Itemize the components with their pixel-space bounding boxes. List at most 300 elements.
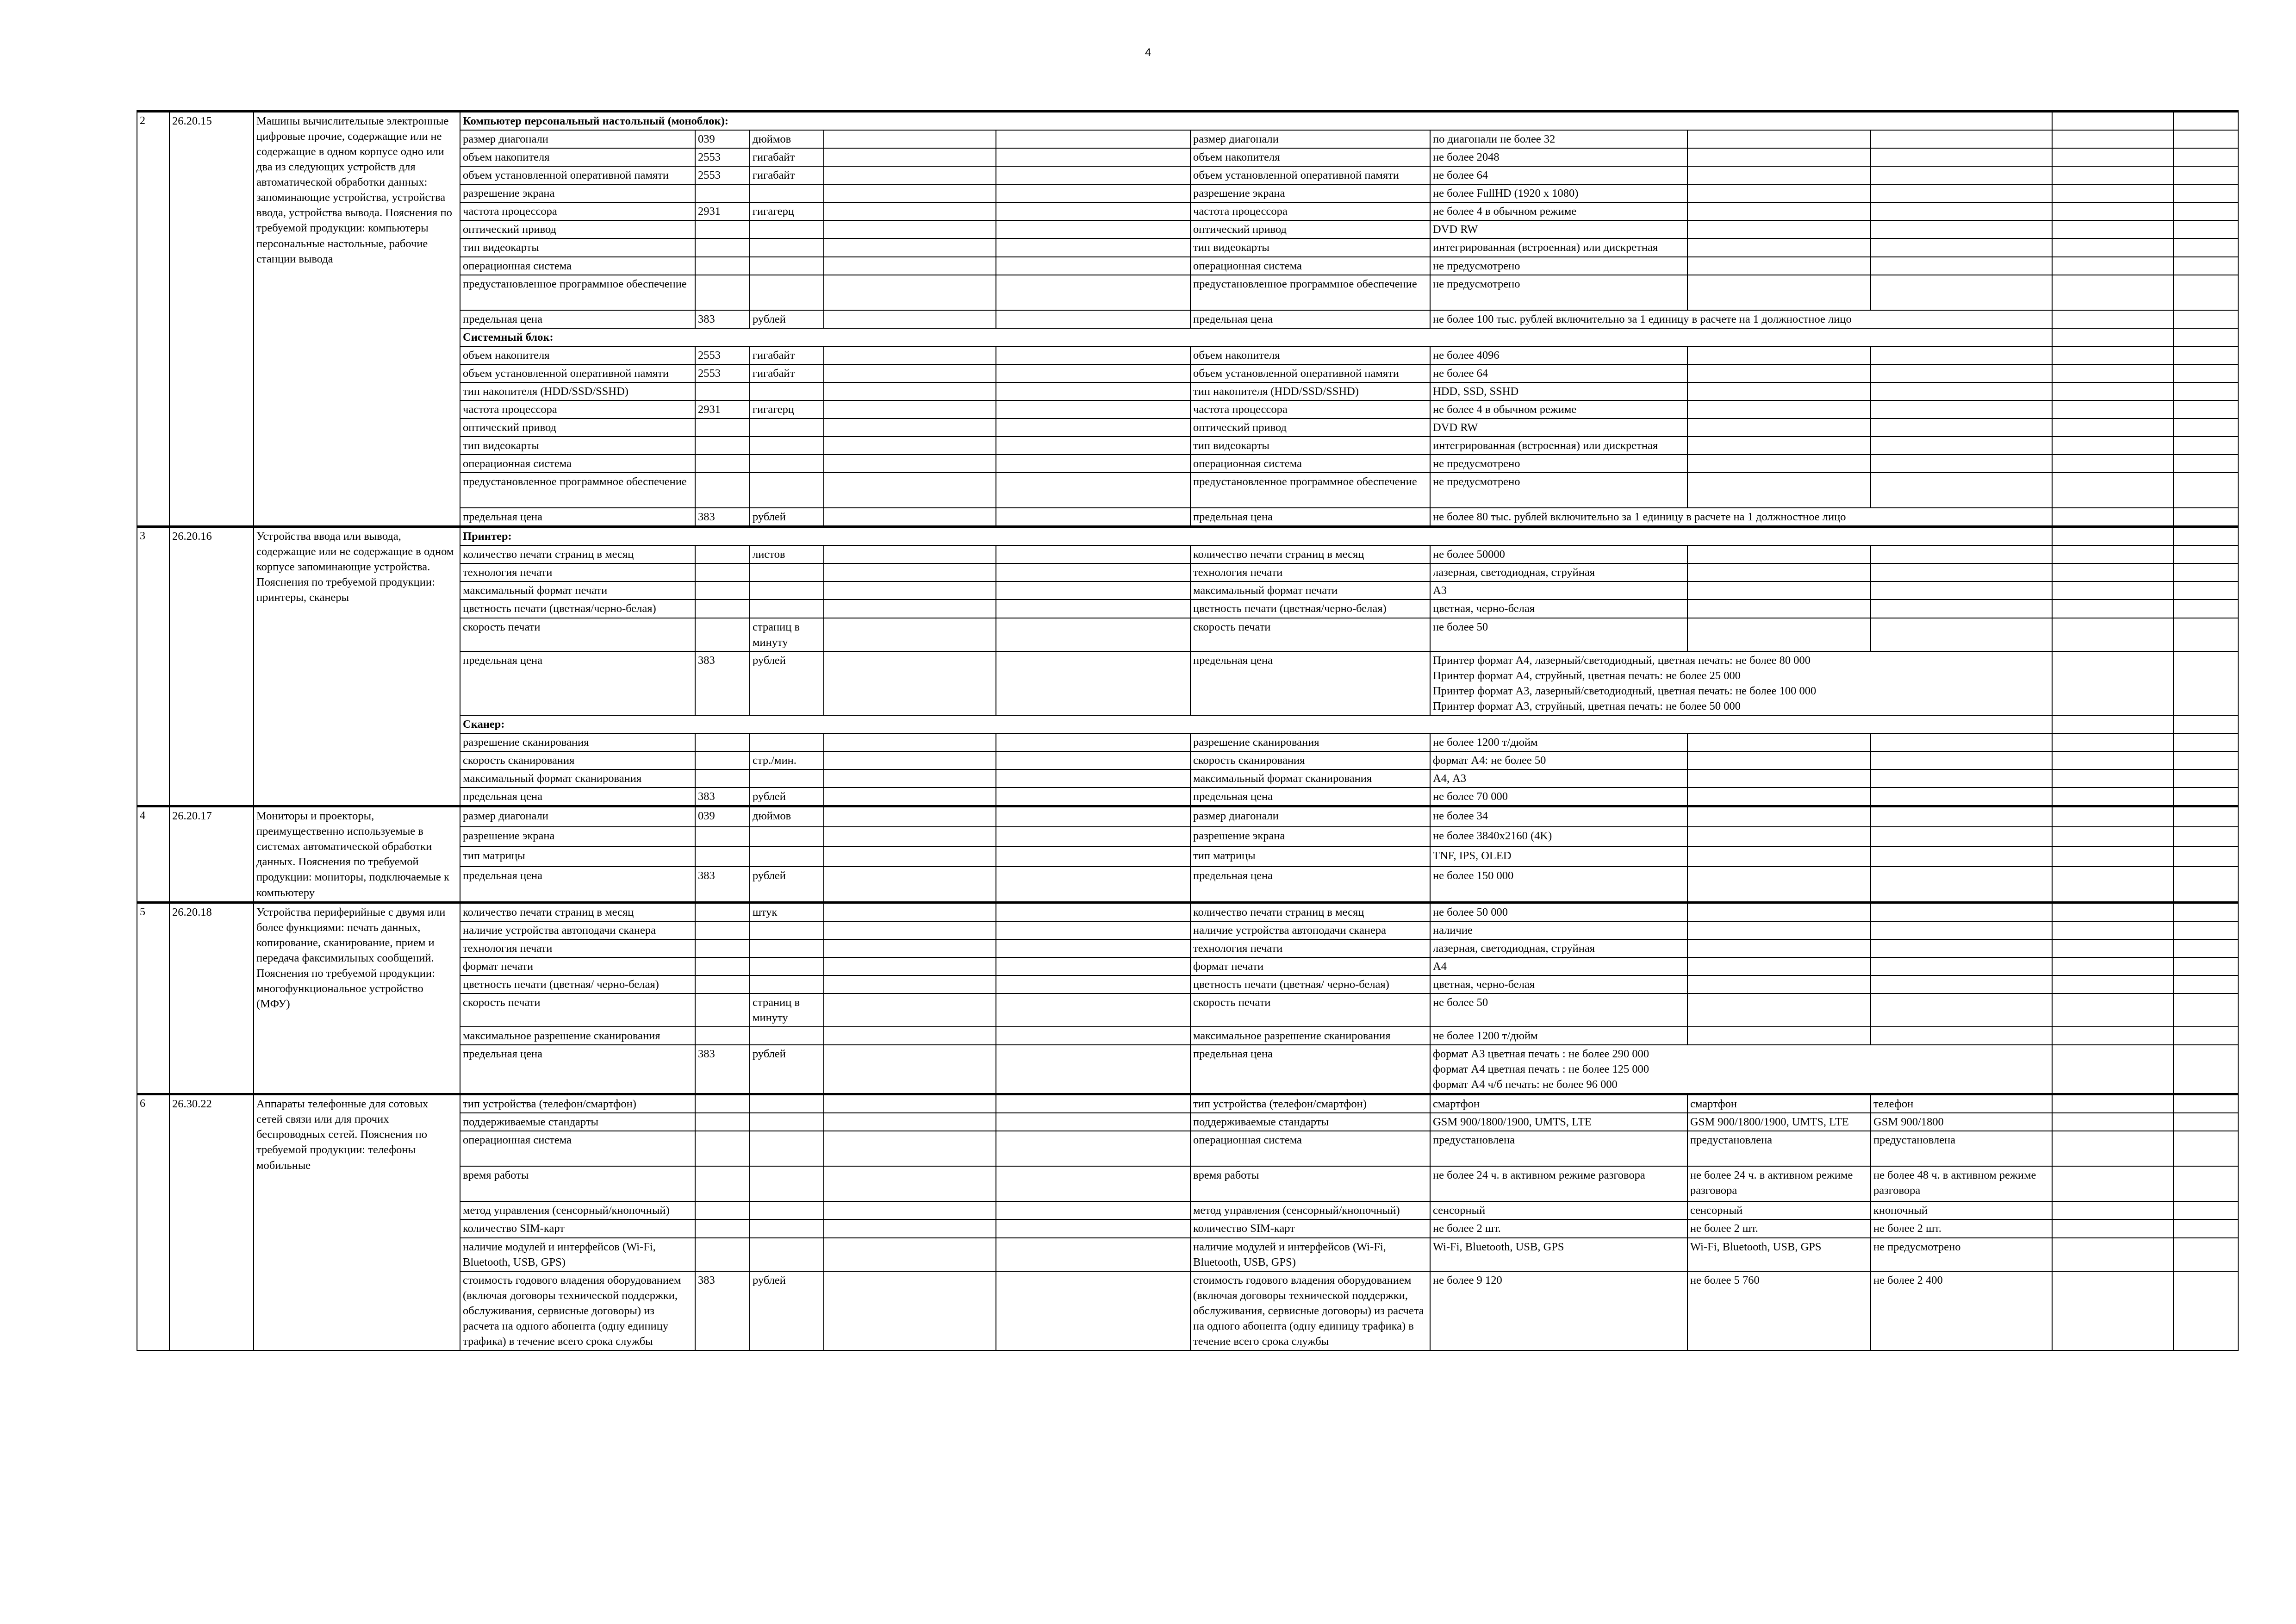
blank-cell <box>824 1238 996 1271</box>
blank-cell <box>2052 257 2173 275</box>
characteristic-name-2: наличие модулей и интерфейсов (Wi-Fi, Bluetooth, USB, GPS) <box>1190 1238 1430 1271</box>
okei-code: 383 <box>695 1045 750 1094</box>
characteristic-name: предустановленное программное обеспечение <box>460 473 695 508</box>
characteristic-value-2 <box>1687 847 1871 867</box>
blank-cell <box>996 473 1190 508</box>
blank-cell <box>996 382 1190 400</box>
characteristic-value: наличие <box>1430 921 1687 939</box>
characteristic-value: не предусмотрено <box>1430 473 1687 508</box>
characteristic-name-2: цветность печати (цветная/ черно-белая) <box>1190 975 1430 993</box>
blank-cell <box>2052 1027 2173 1045</box>
characteristic-name: максимальный формат сканирования <box>460 769 695 787</box>
okei-code: 039 <box>695 806 750 827</box>
blank-cell <box>2052 346 2173 364</box>
characteristic-name: разрешение экрана <box>460 827 695 847</box>
unit-name <box>750 184 824 202</box>
blank-cell <box>2052 867 2173 903</box>
characteristic-value: Wi-Fi, Bluetooth, USB, GPS <box>1430 1238 1687 1271</box>
blank-cell <box>996 939 1190 957</box>
characteristic-value-2 <box>1687 418 1871 437</box>
blank-cell <box>824 733 996 751</box>
unit-name <box>750 1219 824 1237</box>
unit-name: рублей <box>750 867 824 903</box>
unit-name <box>750 563 824 581</box>
unit-name: рублей <box>750 651 824 715</box>
blank-cell <box>824 1201 996 1219</box>
characteristic-value-3 <box>1871 184 2052 202</box>
okei-code <box>695 1201 750 1219</box>
characteristic-name-2: метод управления (сенсорный/кнопочный) <box>1190 1201 1430 1219</box>
blank-cell <box>2052 902 2173 921</box>
characteristic-value: интегрированная (встроенная) или дискретная <box>1430 238 1687 256</box>
characteristic-value-2 <box>1687 130 1871 148</box>
characteristic-value-2: Wi-Fi, Bluetooth, USB, GPS <box>1687 1238 1871 1271</box>
okei-code: 383 <box>695 867 750 903</box>
characteristic-name-2: предельная цена <box>1190 310 1430 328</box>
characteristic-name: операционная система <box>460 257 695 275</box>
characteristic-value-2 <box>1687 751 1871 769</box>
unit-name <box>750 418 824 437</box>
characteristic-name: оптический привод <box>460 220 695 238</box>
blank-cell <box>824 806 996 827</box>
characteristic-value: А4 <box>1430 957 1687 975</box>
characteristic-value-3 <box>1871 400 2052 418</box>
section-header: Сканер: <box>460 715 2052 733</box>
characteristic-name: количество печати страниц в месяц <box>460 545 695 563</box>
blank-cell <box>2052 1219 2173 1237</box>
blank-cell <box>996 1045 1190 1094</box>
characteristic-value-2 <box>1687 827 1871 847</box>
blank-cell <box>824 382 996 400</box>
blank-cell <box>824 1045 996 1094</box>
blank-cell <box>2052 545 2173 563</box>
group-number: 5 <box>137 902 169 1094</box>
blank-cell <box>996 847 1190 867</box>
unit-name: штук <box>750 902 824 921</box>
unit-name <box>750 769 824 787</box>
okei-code <box>695 455 750 473</box>
okei-code <box>695 563 750 581</box>
blank-cell <box>2052 1131 2173 1166</box>
okei-code: 383 <box>695 1271 750 1350</box>
blank-cell <box>824 1027 996 1045</box>
characteristic-name: максимальный формат печати <box>460 581 695 600</box>
characteristic-value-2 <box>1687 437 1871 455</box>
characteristic-name-2: разрешение экрана <box>1190 184 1430 202</box>
okei-code <box>695 939 750 957</box>
blank-cell <box>2052 651 2173 715</box>
unit-name <box>750 581 824 600</box>
characteristic-value-3 <box>1871 847 2052 867</box>
characteristic-value-3: не более 2 шт. <box>1871 1219 2052 1237</box>
blank-cell <box>2173 310 2238 328</box>
characteristic-value: А4, А3 <box>1430 769 1687 787</box>
characteristic-name-2: операционная система <box>1190 455 1430 473</box>
okei-code <box>695 437 750 455</box>
blank-cell <box>2173 1238 2238 1271</box>
characteristic-name: объем установленной оперативной памяти <box>460 364 695 382</box>
characteristic-value: не более 64 <box>1430 166 1687 184</box>
blank-cell <box>996 867 1190 903</box>
unit-name <box>750 847 824 867</box>
blank-cell <box>2052 715 2173 733</box>
characteristic-value: не более 24 ч. в активном режиме разговора <box>1430 1166 1687 1201</box>
characteristic-name: тип устройства (телефон/смартфон) <box>460 1094 695 1113</box>
characteristic-name-2: размер диагонали <box>1190 806 1430 827</box>
characteristic-value-2 <box>1687 921 1871 939</box>
characteristic-value: смартфон <box>1430 1094 1687 1113</box>
blank-cell <box>824 130 996 148</box>
characteristic-value-3 <box>1871 545 2052 563</box>
blank-cell <box>2052 382 2173 400</box>
characteristic-value-2: смартфон <box>1687 1094 1871 1113</box>
blank-cell <box>996 238 1190 256</box>
characteristic-name-2: объем установленной оперативной памяти <box>1190 166 1430 184</box>
unit-name <box>750 455 824 473</box>
characteristic-value-3: не предусмотрено <box>1871 1238 2052 1271</box>
blank-cell <box>996 1201 1190 1219</box>
blank-cell <box>2173 184 2238 202</box>
characteristic-value-3 <box>1871 769 2052 787</box>
section-header-row <box>137 527 2238 546</box>
blank-cell <box>996 1271 1190 1350</box>
unit-name: гигабайт <box>750 364 824 382</box>
characteristic-name: объем накопителя <box>460 148 695 166</box>
group-code: 26.20.18 <box>169 902 254 1094</box>
unit-name <box>750 1201 824 1219</box>
blank-cell <box>2173 220 2238 238</box>
characteristic-value-3 <box>1871 130 2052 148</box>
blank-cell <box>2052 939 2173 957</box>
blank-cell <box>996 921 1190 939</box>
blank-cell <box>824 1131 996 1166</box>
characteristic-name: количество печати страниц в месяц <box>460 902 695 921</box>
blank-cell <box>2173 806 2238 827</box>
characteristic-value: по диагонали не более 32 <box>1430 130 1687 148</box>
characteristic-value-2 <box>1687 184 1871 202</box>
blank-cell <box>2052 806 2173 827</box>
characteristic-name: цветность печати (цветная/черно-белая) <box>460 600 695 618</box>
unit-name <box>750 238 824 256</box>
characteristic-value: не более 4 в обычном режиме <box>1430 202 1687 220</box>
blank-cell <box>996 1219 1190 1237</box>
blank-cell <box>2052 993 2173 1027</box>
unit-name <box>750 733 824 751</box>
blank-cell <box>2052 1094 2173 1113</box>
characteristic-value: не более 150 000 <box>1430 867 1687 903</box>
characteristic-name: частота процессора <box>460 400 695 418</box>
characteristic-value-3 <box>1871 600 2052 618</box>
characteristic-value: не более 80 тыс. рублей включительно за 1 единицу в расчете на 1 должностное лицо <box>1430 508 2052 527</box>
blank-cell <box>2052 400 2173 418</box>
characteristic-name-2: предельная цена <box>1190 651 1430 715</box>
characteristic-value-2: не более 24 ч. в активном режиме разговора <box>1687 1166 1871 1201</box>
characteristic-value-2 <box>1687 563 1871 581</box>
characteristic-value-2 <box>1687 166 1871 184</box>
unit-name <box>750 827 824 847</box>
characteristic-value: цветная, черно-белая <box>1430 975 1687 993</box>
characteristic-name-2: разрешение сканирования <box>1190 733 1430 751</box>
blank-cell <box>2052 581 2173 600</box>
blank-cell <box>2173 202 2238 220</box>
characteristic-value-3: предустановлена <box>1871 1131 2052 1166</box>
unit-name: рублей <box>750 1045 824 1094</box>
characteristic-value-3 <box>1871 867 2052 903</box>
characteristic-name: количество SIM-карт <box>460 1219 695 1237</box>
characteristic-name: операционная система <box>460 1131 695 1166</box>
blank-cell <box>2173 600 2238 618</box>
characteristic-value: не более 50 <box>1430 993 1687 1027</box>
unit-name <box>750 220 824 238</box>
group-code: 26.30.22 <box>169 1094 254 1350</box>
unit-name: стр./мин. <box>750 751 824 769</box>
characteristic-value-3 <box>1871 220 2052 238</box>
blank-cell <box>2173 581 2238 600</box>
blank-cell <box>2052 130 2173 148</box>
characteristic-name-2: предустановленное программное обеспечение <box>1190 275 1430 310</box>
unit-name <box>750 1131 824 1166</box>
blank-cell <box>2173 527 2238 546</box>
characteristic-name: предельная цена <box>460 787 695 806</box>
characteristic-value: не более 70 000 <box>1430 787 1687 806</box>
blank-cell <box>996 310 1190 328</box>
characteristic-name-2: максимальный формат печати <box>1190 581 1430 600</box>
okei-code <box>695 220 750 238</box>
characteristic-name-2: скорость печати <box>1190 993 1430 1027</box>
blank-cell <box>824 275 996 310</box>
blank-cell <box>824 827 996 847</box>
characteristic-name-2: количество печати страниц в месяц <box>1190 545 1430 563</box>
characteristic-value: не более 2 шт. <box>1430 1219 1687 1237</box>
blank-cell <box>2052 618 2173 651</box>
blank-cell <box>996 437 1190 455</box>
unit-name <box>750 275 824 310</box>
characteristic-value-3 <box>1871 1027 2052 1045</box>
characteristic-value-2 <box>1687 902 1871 921</box>
characteristic-name: предельная цена <box>460 1045 695 1094</box>
characteristic-name: максимальное разрешение сканирования <box>460 1027 695 1045</box>
characteristic-value: Принтер формат А4, лазерный/светодиодный, цветная печать: не более 80 000 Принтер формат А4, струйный, цветная печать: не более 25 000 Принтер формат А3, лазерный/светодиодный, цветная печать: не более 100 000 Принтер формат А3, струйный, цветная печать: не более 50 000 <box>1430 651 2052 715</box>
blank-cell <box>824 202 996 220</box>
blank-cell <box>996 581 1190 600</box>
characteristic-name: тип видеокарты <box>460 238 695 256</box>
blank-cell <box>824 473 996 508</box>
blank-cell <box>2052 921 2173 939</box>
blank-cell <box>2173 769 2238 787</box>
okei-code: 2553 <box>695 346 750 364</box>
blank-cell <box>996 618 1190 651</box>
blank-cell <box>996 563 1190 581</box>
unit-name <box>750 921 824 939</box>
characteristic-name: стоимость годового владения оборудованием (включая договоры технической поддержки, обслуживания, сервисные договоры) из расчета на одного абонента (одну единицу трафика) в течение всего срока службы <box>460 1271 695 1350</box>
characteristic-value-2 <box>1687 148 1871 166</box>
characteristic-name: формат печати <box>460 957 695 975</box>
characteristic-value-3: кнопочный <box>1871 1201 2052 1219</box>
blank-cell <box>824 437 996 455</box>
blank-cell <box>824 1166 996 1201</box>
blank-cell <box>996 1027 1190 1045</box>
characteristic-name-2: объем накопителя <box>1190 148 1430 166</box>
okei-code <box>695 238 750 256</box>
characteristic-name-2: тип видеокарты <box>1190 238 1430 256</box>
okei-code <box>695 257 750 275</box>
group-description: Устройства периферийные с двумя или более функциями: печать данных, копирование, сканирование, прием и передача факсимильных сообщений. Пояснения по требуемой продукции: многофункциональное устройство (МФУ) <box>254 902 460 1094</box>
blank-cell <box>824 563 996 581</box>
characteristic-name-2: количество печати страниц в месяц <box>1190 902 1430 921</box>
blank-cell <box>2173 473 2238 508</box>
characteristic-name: предельная цена <box>460 310 695 328</box>
blank-cell <box>2173 939 2238 957</box>
blank-cell <box>2052 1238 2173 1271</box>
unit-name <box>750 1027 824 1045</box>
characteristic-name: скорость сканирования <box>460 751 695 769</box>
blank-cell <box>2052 418 2173 437</box>
characteristic-name-2: количество SIM-карт <box>1190 1219 1430 1237</box>
blank-cell <box>824 1219 996 1237</box>
blank-cell <box>2052 1045 2173 1094</box>
blank-cell <box>2173 508 2238 527</box>
blank-cell <box>2052 733 2173 751</box>
blank-cell <box>824 220 996 238</box>
okei-code <box>695 382 750 400</box>
blank-cell <box>2052 769 2173 787</box>
unit-name: гигагерц <box>750 202 824 220</box>
blank-cell <box>996 733 1190 751</box>
blank-cell <box>824 166 996 184</box>
characteristic-name-2: объем установленной оперативной памяти <box>1190 364 1430 382</box>
blank-cell <box>2052 1271 2173 1350</box>
okei-code <box>695 1238 750 1271</box>
blank-cell <box>2052 563 2173 581</box>
characteristic-name: скорость печати <box>460 618 695 651</box>
blank-cell <box>2173 827 2238 847</box>
characteristic-value: не более 50 <box>1430 618 1687 651</box>
blank-cell <box>2052 957 2173 975</box>
blank-cell <box>2173 545 2238 563</box>
blank-cell <box>824 847 996 867</box>
blank-cell <box>2173 400 2238 418</box>
blank-cell <box>2173 867 2238 903</box>
blank-cell <box>2052 112 2173 131</box>
characteristic-name: размер диагонали <box>460 806 695 827</box>
characteristic-value-3 <box>1871 975 2052 993</box>
characteristic-value-3 <box>1871 148 2052 166</box>
blank-cell <box>2173 382 2238 400</box>
characteristic-value: TNF, IPS, OLED <box>1430 847 1687 867</box>
characteristic-value: не предусмотрено <box>1430 455 1687 473</box>
characteristic-value: не более 50000 <box>1430 545 1687 563</box>
blank-cell <box>824 975 996 993</box>
table-row <box>137 902 2238 921</box>
blank-cell <box>824 310 996 328</box>
blank-cell <box>2173 563 2238 581</box>
characteristic-name: объем установленной оперативной памяти <box>460 166 695 184</box>
characteristic-name-2: частота процессора <box>1190 202 1430 220</box>
group-number: 6 <box>137 1094 169 1350</box>
characteristic-value-3 <box>1871 902 2052 921</box>
characteristic-value: не более 100 тыс. рублей включительно за 1 единицу в расчете на 1 должностное лицо <box>1430 310 2052 328</box>
okei-code <box>695 957 750 975</box>
characteristic-value-2 <box>1687 455 1871 473</box>
characteristic-value-2 <box>1687 220 1871 238</box>
characteristic-value-2 <box>1687 806 1871 827</box>
okei-code <box>695 545 750 563</box>
okei-code <box>695 1219 750 1237</box>
characteristic-name-2: операционная система <box>1190 257 1430 275</box>
blank-cell <box>2052 166 2173 184</box>
characteristic-name-2: формат печати <box>1190 957 1430 975</box>
characteristic-value-3 <box>1871 238 2052 256</box>
blank-cell <box>2173 1219 2238 1237</box>
characteristic-value: сенсорный <box>1430 1201 1687 1219</box>
characteristic-value-2: GSM 900/1800/1900, UMTS, LTE <box>1687 1113 1871 1131</box>
blank-cell <box>2052 975 2173 993</box>
blank-cell <box>2173 957 2238 975</box>
blank-cell <box>824 939 996 957</box>
characteristic-name-2: скорость печати <box>1190 618 1430 651</box>
blank-cell <box>824 508 996 527</box>
blank-cell <box>2173 787 2238 806</box>
unit-name <box>750 437 824 455</box>
characteristic-value-3: GSM 900/1800 <box>1871 1113 2052 1131</box>
okei-code <box>695 751 750 769</box>
blank-cell <box>2173 902 2238 921</box>
characteristic-value-2: не более 2 шт. <box>1687 1219 1871 1237</box>
section-header: Системный блок: <box>460 328 2052 346</box>
characteristic-name-2: оптический привод <box>1190 418 1430 437</box>
characteristic-name-2: размер диагонали <box>1190 130 1430 148</box>
characteristic-value-2 <box>1687 257 1871 275</box>
characteristic-value-2 <box>1687 867 1871 903</box>
characteristic-value: не более 64 <box>1430 364 1687 382</box>
characteristic-name-2: поддерживаемые стандарты <box>1190 1113 1430 1131</box>
characteristic-name: предустановленное программное обеспечение <box>460 275 695 310</box>
okei-code: 039 <box>695 130 750 148</box>
characteristic-value: DVD RW <box>1430 418 1687 437</box>
characteristic-name: тип матрицы <box>460 847 695 867</box>
characteristic-value-3: не более 48 ч. в активном режиме разговора <box>1871 1166 2052 1201</box>
blank-cell <box>824 1094 996 1113</box>
blank-cell <box>996 787 1190 806</box>
blank-cell <box>824 957 996 975</box>
okei-code <box>695 733 750 751</box>
blank-cell <box>824 651 996 715</box>
group-description: Машины вычислительные электронные цифровые прочие, содержащие или не содержащие в одном корпусе одно или два из следующих устройств для автоматической обработки данных: запоминающие устройства, устройства ввода, устройства вывода. Пояснения по требуемой продукции: компьютеры персональные настольные, рабочие станции вывода <box>254 112 460 527</box>
blank-cell <box>996 651 1190 715</box>
characteristic-value-2 <box>1687 238 1871 256</box>
characteristic-value-3 <box>1871 806 2052 827</box>
group-number: 4 <box>137 806 169 902</box>
characteristic-value-2 <box>1687 364 1871 382</box>
blank-cell <box>996 346 1190 364</box>
blank-cell <box>996 993 1190 1027</box>
unit-name: страниц в минуту <box>750 993 824 1027</box>
blank-cell <box>824 238 996 256</box>
unit-name <box>750 939 824 957</box>
characteristic-name: наличие устройства автоподачи сканера <box>460 921 695 939</box>
okei-code: 2931 <box>695 400 750 418</box>
blank-cell <box>996 1113 1190 1131</box>
okei-code <box>695 902 750 921</box>
unit-name <box>750 257 824 275</box>
unit-name: страниц в минуту <box>750 618 824 651</box>
blank-cell <box>2173 1113 2238 1131</box>
okei-code <box>695 1113 750 1131</box>
unit-name: дюймов <box>750 806 824 827</box>
okei-code: 2553 <box>695 166 750 184</box>
blank-cell <box>824 769 996 787</box>
blank-cell <box>2173 148 2238 166</box>
